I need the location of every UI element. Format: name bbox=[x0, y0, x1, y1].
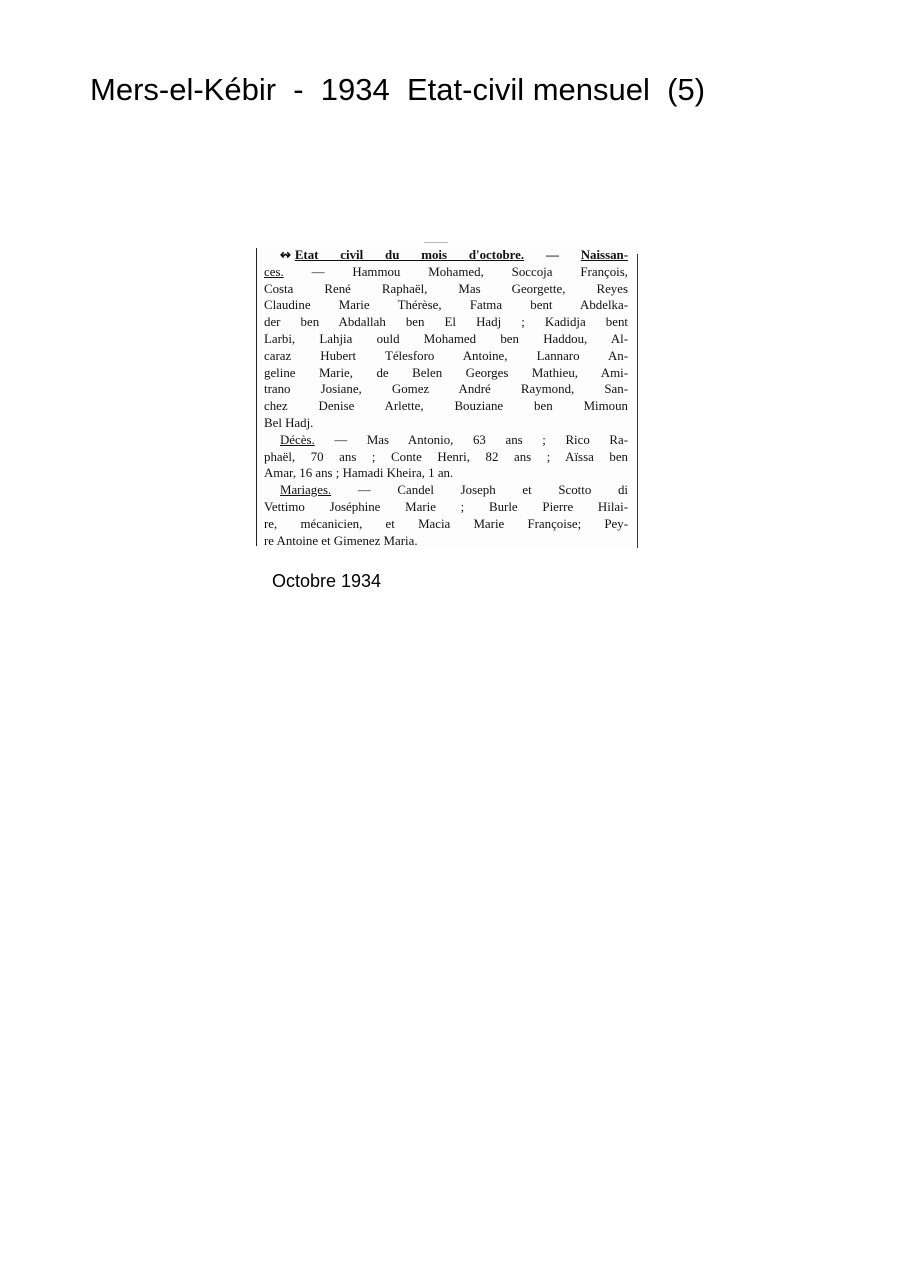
deces-label: Décès. bbox=[280, 432, 315, 447]
clipping-left-edge bbox=[256, 248, 257, 546]
clipping-line: Vettimo Joséphine Marie ; Burle Pierre Hilai- bbox=[264, 499, 628, 514]
naissances-label-end: ces. bbox=[264, 264, 284, 279]
clipping-text bbox=[264, 247, 628, 549]
clipping-line bbox=[264, 432, 628, 449]
clipping-line: geline Marie, de Belen Georges Mathieu, Ami- bbox=[264, 365, 628, 380]
clipping-line: chez Denise Arlette, Bouziane ben Mimoun bbox=[264, 399, 628, 414]
clipping-caption: Octobre 1934 bbox=[272, 571, 382, 591]
clipping-line: phaël, 70 ans ; Conte Henri, 82 ans ; Aïssa ben bbox=[264, 449, 628, 464]
clipping-line: Claudine Marie Thérèse, Fatma bent Abdelka- bbox=[264, 298, 628, 313]
separator-dash: — bbox=[524, 248, 581, 262]
clipping-line: der ben Abdallah ben El Hadj ; Kadidja bent bbox=[264, 315, 628, 330]
naissances-text: — Hammou Mohamed, Soccoja François, bbox=[283, 264, 628, 279]
mariages-text: — Candel Joseph et Scotto di bbox=[331, 483, 628, 498]
newspaper-clipping bbox=[256, 242, 638, 548]
naissances-label: Naissan- bbox=[580, 248, 628, 262]
clipping-line bbox=[264, 264, 628, 281]
clipping-right-edge bbox=[637, 254, 638, 548]
clipping-line bbox=[264, 247, 628, 264]
section-heading: Etat civil du mois d'octobre. bbox=[294, 248, 525, 262]
clipping-line: trano Josiane, Gomez André Raymond, San- bbox=[264, 382, 628, 397]
clipping-line: Amar, 16 ans ; Hamadi Kheira, 1 an. bbox=[264, 466, 454, 481]
clipping-line: Larbi, Lahjia ould Mohamed ben Haddou, Al- bbox=[264, 331, 628, 346]
deces-text: — Mas Antonio, 63 ans ; Rico Ra- bbox=[314, 432, 628, 447]
clipping-line bbox=[264, 482, 628, 499]
clipping-line: Bel Hadj. bbox=[264, 415, 314, 430]
clipping-line: re Antoine et Gimenez Maria. bbox=[264, 533, 418, 548]
clipping-line: Costa René Raphaël, Mas Georgette, Reyes bbox=[264, 281, 628, 296]
page-title: Mers-el-Kébir - 1934 Etat-civil mensuel (5) bbox=[90, 72, 706, 107]
clipping-line: caraz Hubert Télesforo Antoine, Lannaro An- bbox=[264, 348, 628, 363]
clipping-line: re, mécanicien, et Macia Marie Françoise; Pey- bbox=[264, 516, 628, 531]
clipping-top-mark bbox=[424, 242, 448, 243]
mariages-label: Mariages. bbox=[280, 483, 332, 498]
paragraph-mark-icon: ↭ bbox=[280, 248, 291, 262]
